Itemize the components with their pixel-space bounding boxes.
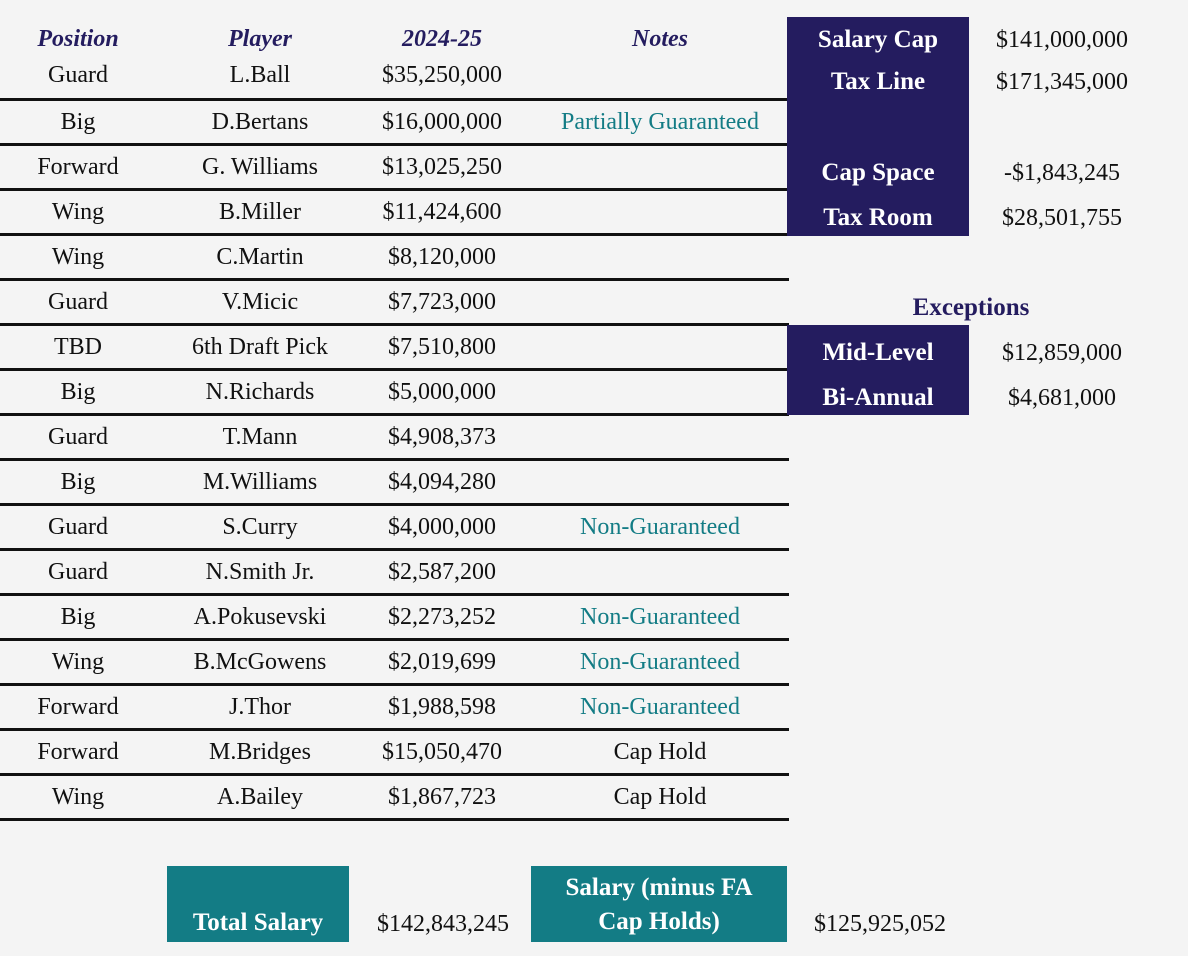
total-salary-value: $142,843,245 [377,911,509,937]
table-row [0,101,789,146]
player-cell: C.Martin [216,244,304,270]
player-cell: N.Smith Jr. [205,559,315,585]
position-cell: Wing [51,784,105,810]
position-cell: Big [60,109,96,135]
note-cell: Non-Guaranteed [580,649,740,675]
salary-cell: $7,510,800 [388,334,496,360]
position-cell: Forward [37,739,119,765]
note-cell: Non-Guaranteed [580,604,740,630]
position-cell: Big [60,379,96,405]
table-row [0,54,789,101]
player-cell: N.Richards [205,379,315,405]
salary-cell: $5,000,000 [388,379,496,405]
table-row [0,326,789,371]
mid-level-label: Mid-Level [822,339,934,366]
position-cell: Wing [51,199,105,225]
player-cell: A.Pokusevski [193,604,327,630]
minus-holds-value: $125,925,052 [814,911,946,937]
position-cell: Forward [37,154,119,180]
position-cell: Wing [51,244,105,270]
player-cell: D.Bertans [211,109,309,135]
note-cell: Non-Guaranteed [580,694,740,720]
total-salary-label: Total Salary [192,909,324,936]
salary-cell: $2,273,252 [388,604,496,630]
note-cell: Non-Guaranteed [580,514,740,540]
position-cell: Big [60,604,96,630]
position-cell: Forward [37,694,119,720]
position-cell: Guard [48,289,108,315]
salary-cell: $16,000,000 [382,109,502,135]
tax-line-label: Tax Line [830,68,926,95]
minus-holds-label-line2: Cap Holds) [598,908,720,935]
table-row [0,731,789,776]
player-cell: B.Miller [219,199,301,225]
player-cell: G. Williams [202,154,318,180]
cap-space-value: -$1,843,245 [1004,160,1120,186]
salary-cell: $7,723,000 [388,289,496,315]
table-row [0,641,789,686]
player-cell: V.Micic [221,289,299,315]
table-row [0,506,789,551]
table-row [0,416,789,461]
position-cell: Big [60,469,96,495]
salary-cell: $1,988,598 [388,694,496,720]
player-cell: A.Bailey [217,784,303,810]
position-cell: Guard [48,514,108,540]
player-cell: M.Williams [202,469,318,495]
table-row [0,191,789,236]
position-cell: Guard [48,62,108,88]
salary-cell: $11,424,600 [382,199,502,225]
salary-cell: $1,867,723 [388,784,496,810]
table-row [0,371,789,416]
position-cell: TBD [54,334,102,360]
tax-line-value: $171,345,000 [996,69,1128,95]
note-cell: Cap Hold [613,784,707,810]
cap-space-label: Cap Space [821,159,935,186]
salary-cell: $4,908,373 [388,424,496,450]
salary-cell: $4,094,280 [388,469,496,495]
salary-cell: $35,250,000 [382,62,502,88]
minus-holds-box [531,866,787,942]
header-player: Player [228,26,292,52]
note-cell: Cap Hold [613,739,707,765]
exceptions-title: Exceptions [912,294,1030,321]
salary-cell: $2,587,200 [388,559,496,585]
salary-cap-value: $141,000,000 [996,27,1128,53]
player-cell: M.Bridges [209,739,311,765]
position-cell: Guard [48,424,108,450]
note-cell: Partially Guaranteed [561,109,759,135]
player-cell: B.McGowens [193,649,327,675]
tax-room-value: $28,501,755 [1002,205,1122,231]
header-season: 2024-25 [402,26,482,52]
header-position: Position [37,26,119,52]
table-row [0,776,789,821]
player-cell: S.Curry [222,514,298,540]
header-notes: Notes [632,26,688,52]
minus-holds-label-line1: Salary (minus FA [565,874,753,901]
salary-cell: $2,019,699 [388,649,496,675]
salary-cell: $8,120,000 [388,244,496,270]
player-cell: 6th Draft Pick [192,334,328,360]
table-row [0,281,789,326]
tax-room-label: Tax Room [823,204,933,231]
salary-cell: $15,050,470 [382,739,502,765]
table-row [0,686,789,731]
bi-annual-value: $4,681,000 [1008,385,1116,411]
salary-cell: $4,000,000 [388,514,496,540]
table-row [0,551,789,596]
player-cell: T.Mann [222,424,298,450]
position-cell: Wing [51,649,105,675]
salary-cell: $13,025,250 [382,154,502,180]
table-row [0,236,789,281]
table-row [0,146,789,191]
player-cell: J.Thor [229,694,291,720]
table-row [0,596,789,641]
table-row [0,461,789,506]
salary-cap-label: Salary Cap [817,26,939,53]
mid-level-value: $12,859,000 [1002,340,1122,366]
total-salary-box [167,866,349,942]
player-cell: L.Ball [229,62,291,88]
bi-annual-label: Bi-Annual [822,384,934,411]
position-cell: Guard [48,559,108,585]
